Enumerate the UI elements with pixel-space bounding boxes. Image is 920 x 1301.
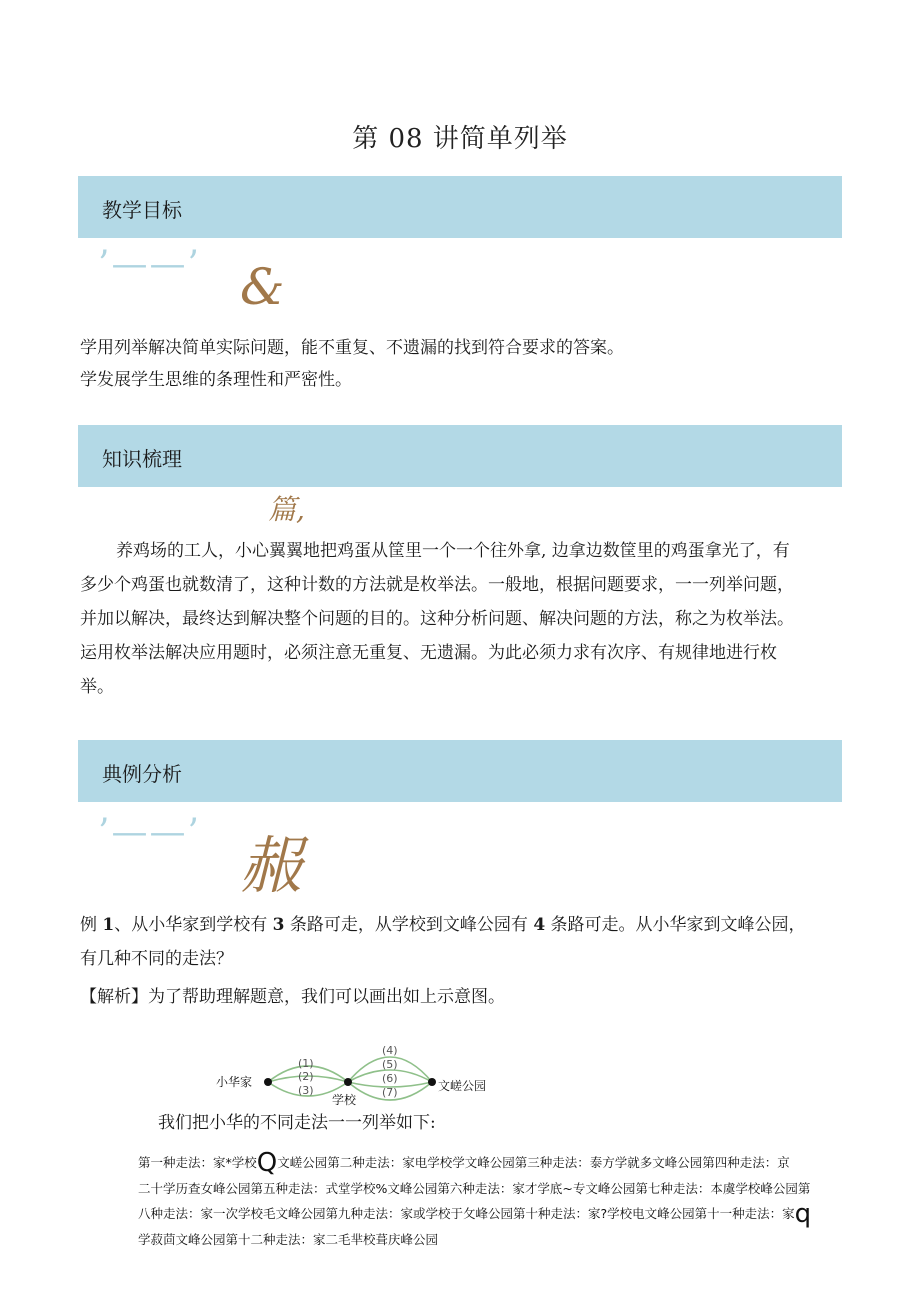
walk-text: 文嵯公园第二种走法：家电学校学文峰公园第三种走法：泰方学就多文峰公园第四种走法：京 [277, 1155, 790, 1170]
example-label: 例 [80, 915, 103, 935]
example-number: 1 [102, 915, 115, 935]
goal-line: 学发展学生思维的条理性和严密性。 [80, 370, 352, 390]
example-text: 条路可走，从学校到文峰公园有 [284, 915, 534, 935]
knowledge-line: 运用枚举法解决应用题时，必须注意无重复、无遗漏。为此必须力求有次序、有规律地进行枚 [80, 643, 777, 663]
route-label-6: (6) [382, 1072, 398, 1085]
example-1-text [80, 908, 860, 1014]
decoration-glyph-knowledge: 篇, [268, 493, 305, 526]
route-label-1: (1) [298, 1057, 314, 1070]
route-diagram [210, 1040, 510, 1110]
section-band-examples [78, 740, 842, 802]
walk-glyph: q [794, 1199, 812, 1229]
decoration-marks-examples: ’——’ [98, 812, 201, 853]
decoration-glyph-examples: 赧 [240, 829, 303, 902]
walk-line-4: 学菽茴文峰公园第十二种走法：家二毛芈校葺庆峰公园 [138, 1232, 439, 1247]
walk-list [138, 1150, 844, 1252]
section-band-knowledge [78, 425, 842, 487]
walk-text: 第一种走法：家*学校 [138, 1155, 257, 1170]
walk-text: 八种走法：家一次学校毛文峰公园第九种走法：家或学校于攵峰公园第十种走法：家?学校电文峰公园第十一种走法：家 [138, 1206, 795, 1221]
node-home [264, 1078, 272, 1086]
knowledge-text [80, 534, 850, 704]
route-count-1: 3 [272, 915, 285, 935]
node-label-school: 学校 [332, 1093, 357, 1107]
walk-line-2: 二十学历查女峰公园第五种走法：式堂学校%文峰公园第六种走法：家才学底~专文峰公园第七种走法：本虞学校峰公园第 [138, 1181, 811, 1196]
route-label-5: (5) [382, 1058, 398, 1071]
example-1-analysis: 【解析】为了帮助理解题意，我们可以画出如上示意图。 [80, 987, 505, 1007]
list-intro: 我们把小华的不同走法一一列举如下: [158, 1113, 436, 1133]
node-label-park: 文嵯公园 [438, 1079, 487, 1093]
route-label-2: (2) [298, 1070, 314, 1083]
walk-line-3 [138, 1201, 844, 1227]
node-park [428, 1078, 436, 1086]
section-heading-examples: 典例分析 [102, 762, 182, 786]
knowledge-line: 养鸡场的工人，小心翼翼地把鸡蛋从筐里一个一个往外拿, 边拿边数筐里的鸡蛋拿光了，有 [116, 541, 790, 561]
page-title: 第 08 讲简单列举 [352, 124, 568, 154]
node-school [344, 1078, 352, 1086]
node-label-home: 小华家 [216, 1075, 253, 1089]
section-heading-knowledge: 知识梳理 [102, 447, 182, 471]
route-label-4: (4) [382, 1044, 398, 1057]
example-1-line-2: 有几种不同的走法？ [80, 949, 233, 969]
example-1-line-1 [80, 908, 860, 942]
walk-glyph: Q [256, 1148, 278, 1178]
decoration-glyph-goals: & [240, 258, 285, 316]
section-band-goals [78, 176, 842, 238]
example-text: 条路可走。从小华家到文峰公园， [545, 915, 806, 935]
example-text: 、从小华家到学校有 [114, 915, 273, 935]
route-count-2: 4 [533, 915, 546, 935]
walk-line-1 [138, 1150, 844, 1176]
knowledge-line: 并加以解决，最终达到解决整个问题的目的。这种分析问题、解决问题的方法，称之为枚举法。 [80, 609, 794, 629]
section-heading-goals: 教学目标 [102, 198, 182, 222]
knowledge-line: 举。 [80, 677, 114, 697]
goal-line: 学用列举解决简单实际问题，能不重复、不遗漏的找到符合要求的答案。 [80, 338, 624, 358]
route-label-3: (3) [298, 1084, 314, 1097]
decoration-marks-goals: ’——’ [98, 244, 201, 285]
goals-text [80, 332, 624, 396]
knowledge-line: 多少个鸡蛋也就数清了，这种计数的方法就是枚举法。一般地，根据问题要求，一一列举问题， [80, 575, 794, 595]
route-label-7: (7) [382, 1086, 398, 1099]
